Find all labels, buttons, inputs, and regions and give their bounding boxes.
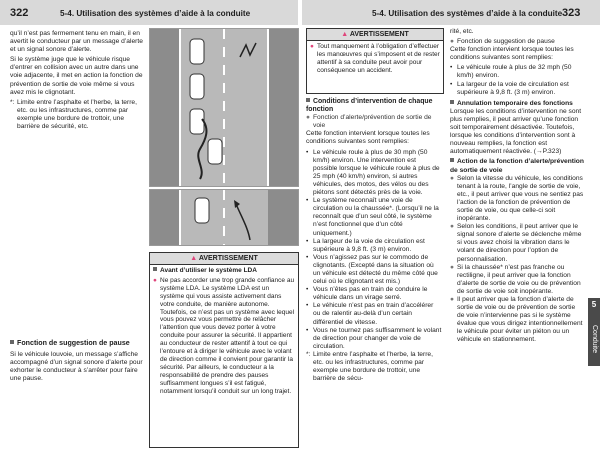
square-bullet-icon: [153, 267, 157, 271]
list-item: • Vous n’êtes pas en train de conduire le véhicule dans un virage serré.: [306, 286, 428, 302]
section-heading: Fonction de suggestion de pause: [10, 339, 143, 347]
footnote-mark: *:: [10, 98, 15, 106]
warning-body: [150, 265, 298, 398]
page-number-left: 322: [10, 7, 29, 19]
list-item: • La largeur de la voie de circulation est supérieure à 9,8 ft. (3 m) environ.: [450, 80, 569, 96]
list-item: ● Selon les conditions, il peut arriver que le signal sonore d’alerte se déclenche même si vous avez choisi la vibration dans le volant de direction pour l’option de personnalisation.: [450, 223, 582, 263]
list-item: • Le véhicule n’est pas en train d’accélérer ou de ralentir au-delà d’un certain différentiel de vitesse.: [306, 302, 434, 326]
warning-heading: Avant d’utiliser le système LDA: [153, 267, 295, 275]
warning-item: ● Tout manquement à l’obligation d’effectuer les manœuvres qui s’imposent et de rester attentif à sa conduite peut avoir pour conséquence un accident.: [310, 43, 440, 74]
paragraph: Si le système juge que le véhicule risque d’entrer en collision avec un autre dans une voie adjacente, il met en action la fonction de prévention de sortie de voie même si vous avez mis le clignotant.: [10, 56, 143, 96]
paragraph: Si le véhicule louvoie, un message s’affiche accompagné d’un signal sonore d’alerte pour exhorter le conducteur à s’arrêter pour faire une pause.: [10, 351, 143, 383]
column-1-lower: [10, 339, 143, 385]
warning-box-accident: [306, 28, 444, 94]
paragraph: Lorsque les conditions d’intervention ne sont plus remplies, il peut arriver qu’une fonction soit temporairement désactivée. Toutefois, lorsque les conditions d’intervention sont à nouveau remplies, la fonction est automatiquement réactivée. (→P.323): [450, 107, 582, 156]
list-item: ● Selon la vitesse du véhicule, les conditions tenant à la route, l’angle de sortie de voie, etc., il peut arriver que vous ne sentiez pas l’action de la fonction de prévention de sortie de voie, ou que celle-ci soit inopérante.: [450, 174, 584, 223]
car-icon: [195, 198, 209, 223]
list-item: • Le véhicule roule à plus de 32 mph (50 km/h) environ.: [450, 64, 572, 80]
column-4: [450, 28, 584, 345]
square-bullet-icon: [306, 98, 310, 102]
paragraph: Cette fonction intervient lorsque toutes les conditions suivantes sont remplies:: [450, 46, 574, 62]
warning-box-lda: [149, 252, 299, 448]
paragraph: qu’il n’est pas fermement tenu en main, il en avertit le conducteur par un message d’alerte et un signal sonore d’alerte.: [10, 30, 143, 54]
pink-bullet-icon: ●: [153, 276, 157, 284]
header-title-left: 5-4. Utilisation des systèmes d’aide à la conduite: [60, 9, 251, 18]
column-3: [306, 98, 442, 383]
grey-bullet-icon: ●: [450, 38, 455, 46]
list-item: • La largeur de la voie de circulation est supérieure à 9,8 ft. (3 m) environ.: [306, 237, 425, 253]
footnote: *: Limite entre l’asphalte et l’herbe, la terre, etc. ou les infrastructures, comme par exemple une bordure de trottoir, une barrière de sécu-: [306, 350, 433, 383]
chapter-tab-number: 5: [588, 298, 600, 312]
column-1: [10, 30, 143, 131]
road-illustration-top: [149, 28, 299, 187]
square-bullet-icon: [450, 100, 454, 104]
list-item: ● Il peut arriver que la fonction d’alerte de sortie de voie ou de prévention de sortie de voie n’intervienne pas si le système évalue que vous dirigez intentionnellement le véhicule pour éviter un piéton ou un véhicule en stationnement.: [450, 296, 583, 344]
section-heading: Conditions d’intervention de chaque fonction: [306, 98, 433, 114]
warning-body: [307, 41, 443, 77]
pink-bullet-icon: ●: [310, 43, 314, 50]
header-title-right: 5-4. Utilisation des systèmes d’aide à la conduite: [372, 9, 563, 18]
list-item: • Le système reconnaît une voie de circulation ou la chaussée*. (Lorsqu’il ne la reconnaît que d’un seul côté, le système n’est fonctionnel que d’un côté uniquement.): [306, 197, 439, 237]
sub-heading: ● Fonction de suggestion de pause: [450, 38, 555, 46]
warning-item: ● Ne pas accorder une trop grande confiance au système LDA. Le système LDA est un système qui vous assiste activement dans votre conduite, de manière autonome. Toutefois, ce n’est pas un système avec lequel vous pouvez vous permettre de relâcher l’attention que vous devez porter à votre conduite pour assurer la sécurité. Il appartient au conducteur de rester attentif à tout ce qui l’entoure et à diriger le véhicule avec le volant de direction comme il convient pour garantir la sécurité. Par ailleurs, le conducteur a la responsabilité de prendre des pauses suffisamment longues s’il est fatigué, notamment lorsqu’il conduit sur un long trajet.: [153, 276, 295, 395]
warning-title: ▲ AVERTISSEMENT: [307, 29, 443, 41]
paragraph: Cette fonction intervient lorsque toutes les conditions suivantes sont remplies:: [306, 130, 430, 146]
footnote: [10, 99, 143, 131]
list-item: • Le véhicule roule à plus de 30 mph (50 km/h) environ. Une intervention est possible lorsque le véhicule roule à plus de 25 mph (40 km/h) environ, si autres véhicules, des motos, des vélos ou des piétons sont détectés près de la voie.: [306, 148, 440, 197]
chapter-tab-label: Conduite: [588, 312, 600, 366]
footnote-text: Limite entre l’asphalte et l’herbe, la terre, etc. ou les infrastructures, comme par exemple une bordure de trottoir, une barrière de sécurité, etc.: [17, 98, 137, 131]
grey-bullet-icon: ●: [306, 114, 311, 122]
page-number-right: 323: [562, 7, 581, 19]
square-bullet-icon: [450, 158, 454, 162]
warning-title: ▲ AVERTISSEMENT: [150, 253, 298, 265]
list-item: • Vous n’agissez pas sur le commodo de clignotants. (Excepté dans la situation où un véhicule est détecté du même côté que celui où le clignotant est mis.): [306, 253, 438, 286]
section-heading: Annulation temporaire des fonctions: [450, 100, 584, 108]
sub-heading: ● Fonction d’alerte/prévention de sortie de voie: [306, 114, 432, 130]
list-item: • Vous ne tournez pas suffisamment le volant de direction pour changer de voie de circulation.: [306, 326, 442, 350]
section-heading: Action de la fonction d’alerte/prévention de sortie de voie: [450, 158, 584, 174]
list-item: ● Si la chaussée* n’est pas franche ou rectiligne, il peut arriver que la fonction d’alerte de sortie de voie ou de prévention de sortie de voie soit inopérante.: [450, 263, 581, 295]
road-illustration-bottom: [149, 189, 299, 246]
square-bullet-icon: [10, 340, 14, 344]
paragraph: rité, etc.: [450, 28, 474, 35]
